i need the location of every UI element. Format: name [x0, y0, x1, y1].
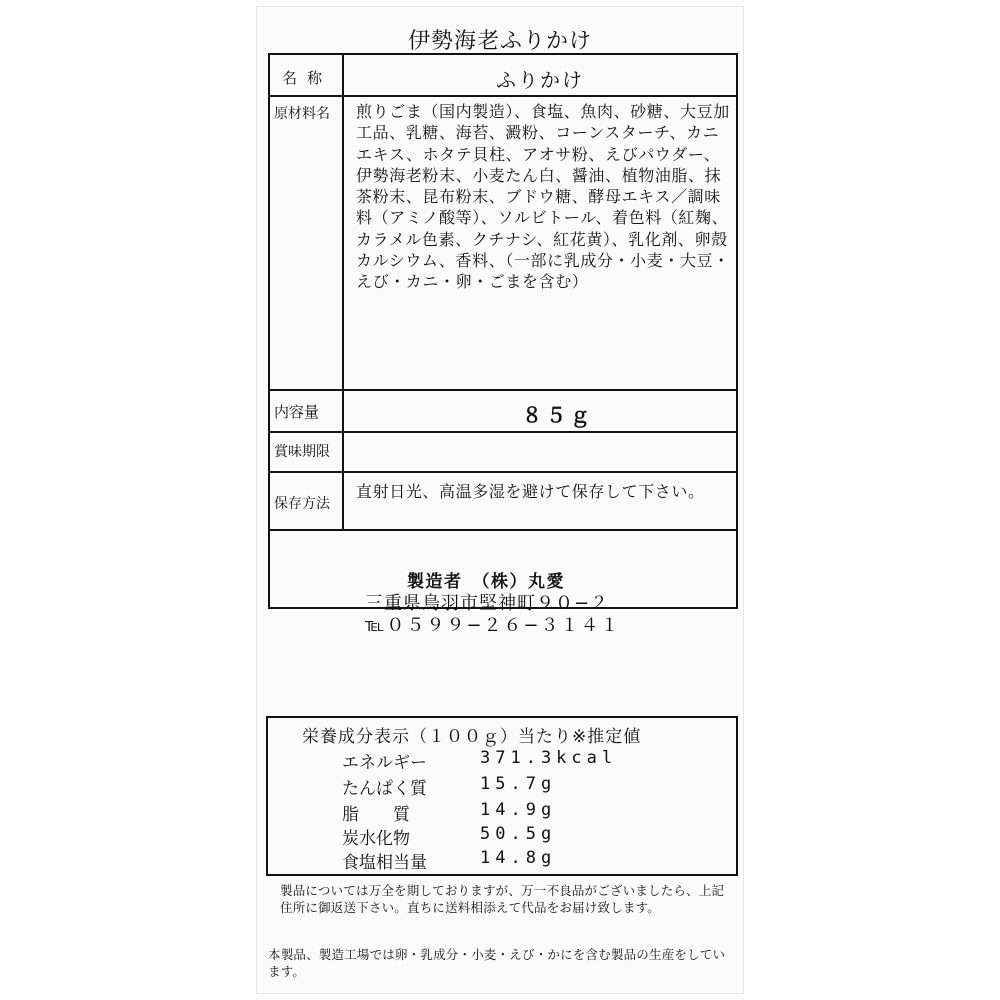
quantity-head: 内容量 — [270, 391, 344, 431]
name-head: 名称 — [270, 55, 344, 95]
nutrient-name: エネルギー — [342, 753, 427, 773]
storage-head: 保存方法 — [270, 473, 344, 529]
nutrient-value: 15.7g — [480, 774, 557, 794]
maker-block — [270, 531, 736, 636]
ingredients-row — [270, 97, 736, 391]
label-table — [268, 53, 738, 636]
nutrition-row — [268, 824, 736, 848]
ingredients-head: 原材料名 — [270, 97, 344, 389]
nutrition-row — [268, 748, 736, 772]
quantity-value: ８５ｇ — [522, 403, 594, 427]
nutrient-name: 食塩相当量 — [342, 853, 427, 873]
nutrient-name: 炭水化物 — [342, 829, 410, 849]
quality-notice: 製品については万全を期しておりますが、万一不良品がございましたら、上記住所に御返送下さい。直ちに送料相添えて代品をお届け致します。 — [280, 883, 725, 915]
storage-row — [270, 473, 736, 531]
best-before-value — [346, 433, 736, 471]
nutrient-value: 14.8g — [480, 848, 557, 868]
nutrition-title: 栄養成分表示（１００ｇ）当たり※推定値 — [302, 727, 642, 747]
nutrient-value: 50.5g — [480, 824, 557, 844]
storage-value: 直射日光、高温多湿を避けて保存して下さい。 — [356, 482, 705, 501]
ingredients-cell — [346, 97, 736, 389]
nutrient-value: 371.3kcal — [480, 748, 618, 768]
maker-tel: ℡０５９９−２６−３１４１ — [365, 615, 621, 636]
maker-name: 製造者 （株）丸愛 — [407, 572, 565, 592]
best-before-row — [270, 433, 736, 473]
allergen-factory-note: 本製品、製造工場では卵・乳成分・小麦・えび・かにを含む製品の生産をしています。 — [268, 947, 726, 979]
maker-row — [270, 531, 736, 636]
nutrition-row — [268, 848, 736, 872]
ingredients-text: 煎りごま（国内製造）、食塩、魚肉、砂糖、大豆加工品、乳糖、海苔、澱粉、コーンスターチ、カニエキス、ホタテ貝柱、アオサ粉、えびパウダー、伊勢海老粉末、小麦たん白、醤油、植物油脂、抹茶粉末、昆布粉末、ブドウ糖、酵母エキス／調味料（アミノ酸等）、ソルビトール、着色料（紅麹、カラメル色素、クチナシ、紅花黄）、乳化剤、卵殻カルシウム、香料、（一部に乳成分・小麦・大豆・えび・カニ・卵・ごまを含む） — [356, 102, 730, 292]
maker-address: 三重県鳥羽市堅神町９０−２ — [365, 593, 610, 614]
nutrition-row — [268, 800, 736, 824]
product-title: 伊勢海老ふりかけ — [407, 29, 592, 54]
nutrient-value: 14.9g — [480, 800, 557, 820]
nutrition-row — [268, 774, 736, 798]
name-value: ふりかけ — [496, 68, 584, 92]
best-before-head: 賞味期限 — [270, 433, 344, 471]
name-row — [270, 55, 736, 97]
nutrient-name: 脂 質 — [342, 805, 410, 825]
nutrient-name: たんぱく質 — [342, 779, 427, 799]
nutrition-box — [266, 716, 738, 876]
quantity-row — [270, 391, 736, 433]
